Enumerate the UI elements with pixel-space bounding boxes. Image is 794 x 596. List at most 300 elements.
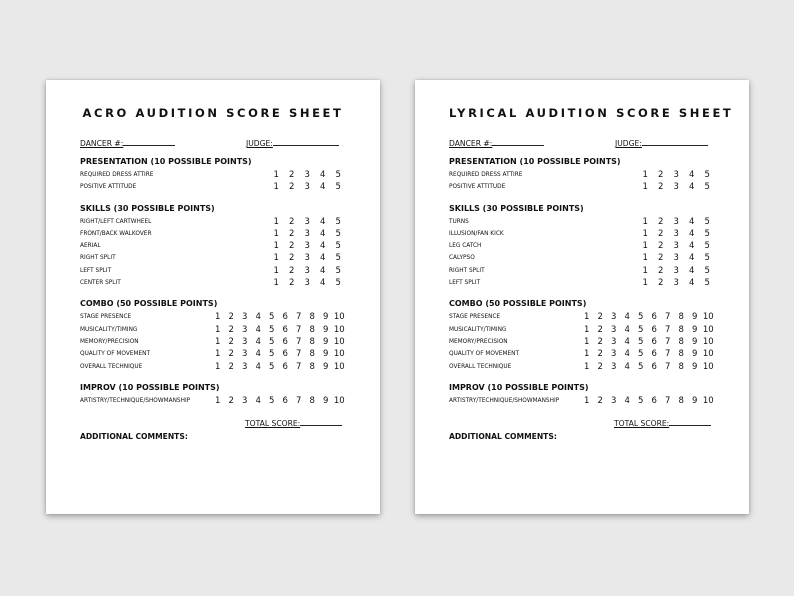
score-option[interactable]: 3	[673, 182, 679, 193]
score-option[interactable]: 3	[304, 182, 310, 193]
score-option[interactable]: 4	[689, 170, 695, 180]
score-row	[80, 396, 346, 408]
score-option[interactable]: 7	[296, 349, 302, 360]
score-option[interactable]: 2	[658, 241, 664, 252]
score-row	[80, 241, 346, 253]
score-option[interactable]: 5	[638, 336, 644, 347]
score-option[interactable]: 3	[673, 265, 679, 276]
score-option[interactable]: 1	[273, 182, 279, 193]
score-option[interactable]: 2	[289, 170, 295, 180]
score-scale	[211, 312, 346, 322]
score-option[interactable]: 6	[651, 395, 657, 406]
score-option[interactable]: 1	[584, 324, 590, 335]
score-option[interactable]: 9	[323, 349, 329, 360]
score-scale	[580, 362, 715, 372]
score-scale	[269, 253, 347, 263]
score-option[interactable]: 1	[642, 182, 648, 193]
score-option[interactable]: 1	[642, 253, 648, 264]
score-option[interactable]: 5	[638, 361, 644, 372]
judge-label: JUDGE:	[246, 139, 273, 148]
score-option[interactable]: 8	[309, 324, 315, 335]
score-option[interactable]: 4	[689, 216, 695, 227]
score-option[interactable]: 10	[702, 324, 714, 335]
score-option[interactable]: 4	[255, 336, 261, 347]
score-option[interactable]: 8	[678, 361, 684, 372]
score-option[interactable]: 3	[304, 265, 310, 276]
score-scale	[638, 229, 716, 239]
score-option[interactable]: 2	[597, 312, 603, 323]
score-option[interactable]: 7	[296, 312, 302, 323]
score-option[interactable]: 1	[642, 241, 648, 252]
score-option[interactable]: 2	[228, 324, 234, 335]
score-option[interactable]: 4	[320, 241, 326, 252]
score-option[interactable]: 6	[651, 361, 657, 372]
score-option[interactable]: 3	[242, 324, 248, 335]
score-option[interactable]: 5	[335, 241, 341, 252]
score-option[interactable]: 4	[689, 241, 695, 252]
score-option[interactable]: 4	[624, 395, 630, 406]
score-option[interactable]: 9	[692, 349, 698, 360]
score-scale	[638, 182, 716, 192]
score-option[interactable]: 2	[289, 216, 295, 227]
score-option[interactable]: 2	[658, 216, 664, 227]
score-option[interactable]: 5	[638, 312, 644, 323]
score-scale	[269, 266, 347, 276]
score-option[interactable]: 1	[215, 312, 221, 323]
score-option[interactable]: 5	[638, 395, 644, 406]
score-option[interactable]: 3	[611, 349, 617, 360]
score-option[interactable]: 5	[704, 265, 710, 276]
section-title: PRESENTATION (10 POSSIBLE POINTS)	[449, 157, 621, 166]
judge-blank[interactable]	[273, 137, 339, 146]
score-option[interactable]: 5	[704, 241, 710, 252]
criterion-label: RIGHT SPLIT	[80, 255, 116, 262]
score-row	[80, 253, 346, 265]
score-row	[80, 349, 346, 361]
score-option[interactable]: 3	[673, 216, 679, 227]
score-option[interactable]: 5	[704, 278, 710, 289]
score-option[interactable]: 6	[282, 312, 288, 323]
score-option[interactable]: 6	[282, 395, 288, 406]
score-option[interactable]: 2	[658, 182, 664, 193]
score-option[interactable]: 3	[304, 228, 310, 239]
score-option[interactable]: 4	[624, 324, 630, 335]
section-title: COMBO (50 POSSIBLE POINTS)	[80, 299, 218, 309]
score-option[interactable]: 6	[651, 312, 657, 323]
score-option[interactable]: 4	[689, 182, 695, 193]
score-option[interactable]: 8	[309, 395, 315, 406]
score-option[interactable]: 3	[242, 336, 248, 347]
score-option[interactable]: 1	[584, 349, 590, 360]
score-option[interactable]: 1	[273, 278, 279, 289]
score-option[interactable]: 5	[638, 349, 644, 360]
score-option[interactable]: 9	[323, 395, 329, 406]
score-scale	[211, 349, 346, 359]
sheet-title: ACRO AUDITION SCORE SHEET	[82, 106, 344, 120]
score-scale	[638, 170, 716, 180]
section-title: IMPROV (10 POSSIBLE POINTS)	[449, 382, 589, 392]
score-option[interactable]: 4	[320, 253, 326, 264]
score-option[interactable]: 7	[296, 361, 302, 372]
score-option[interactable]: 5	[269, 361, 275, 372]
score-option[interactable]: 9	[323, 324, 329, 335]
score-option[interactable]: 10	[702, 336, 714, 347]
score-option[interactable]: 2	[597, 336, 603, 347]
score-option[interactable]: 10	[702, 312, 714, 323]
criterion-label: POSITIVE ATTITUDE	[449, 184, 506, 191]
score-option[interactable]: 1	[273, 253, 279, 264]
score-row	[449, 312, 715, 324]
score-scale	[269, 278, 347, 288]
score-option[interactable]: 3	[242, 349, 248, 360]
lyrical-score-sheet	[415, 80, 749, 514]
score-option[interactable]: 5	[269, 336, 275, 347]
score-option[interactable]: 4	[255, 361, 261, 372]
criterion-label: MUSICALITY/TIMING	[449, 326, 507, 333]
score-scale	[638, 217, 716, 227]
score-option[interactable]: 8	[309, 336, 315, 347]
criterion-label: MEMORY/PRECISION	[449, 338, 508, 345]
score-option[interactable]: 2	[658, 228, 664, 239]
criterion-label: REQUIRED DRESS ATTIRE	[80, 172, 154, 178]
criterion-label: MUSICALITY/TIMING	[80, 326, 138, 333]
score-option[interactable]: 9	[692, 312, 698, 323]
total-field[interactable]	[245, 417, 342, 428]
dancer-field[interactable]	[80, 137, 175, 148]
score-option[interactable]: 6	[651, 349, 657, 360]
score-scale	[638, 266, 716, 276]
score-scale	[580, 325, 715, 335]
score-option[interactable]: 5	[335, 228, 341, 239]
score-option[interactable]: 2	[289, 278, 295, 289]
score-row	[80, 182, 346, 194]
total-score	[449, 417, 715, 431]
score-row	[449, 325, 715, 337]
score-option[interactable]: 1	[642, 170, 648, 180]
score-option[interactable]: 10	[702, 349, 714, 360]
score-option[interactable]: 9	[692, 361, 698, 372]
score-row	[449, 217, 715, 229]
score-option[interactable]: 2	[658, 253, 664, 264]
score-option[interactable]: 7	[665, 361, 671, 372]
score-option[interactable]: 9	[692, 395, 698, 406]
score-row	[80, 337, 346, 349]
score-option[interactable]: 4	[689, 228, 695, 239]
score-option[interactable]: 6	[282, 336, 288, 347]
score-option[interactable]: 10	[702, 361, 714, 372]
score-option[interactable]: 2	[597, 324, 603, 335]
score-option[interactable]: 10	[333, 336, 345, 347]
score-option[interactable]: 1	[273, 216, 279, 227]
score-option[interactable]: 3	[673, 278, 679, 289]
score-option[interactable]: 6	[282, 361, 288, 372]
dancer-label: DANCER #:	[80, 139, 124, 148]
criterion-label: ILLUSION/FAN KICK	[449, 230, 504, 237]
score-option[interactable]: 4	[320, 228, 326, 239]
score-option[interactable]: 2	[658, 265, 664, 276]
score-scale	[211, 337, 346, 347]
score-option[interactable]: 5	[335, 253, 341, 264]
score-option[interactable]: 4	[255, 312, 261, 323]
dancer-blank[interactable]	[492, 137, 544, 146]
score-option[interactable]: 6	[282, 349, 288, 360]
criterion-label: ARTISTRY/TECHNIQUE/SHOWMANSHIP	[449, 397, 560, 404]
score-sections	[80, 157, 346, 408]
score-option[interactable]: 1	[215, 336, 221, 347]
score-option[interactable]: 2	[289, 228, 295, 239]
dancer-blank[interactable]	[123, 137, 175, 146]
score-option[interactable]: 3	[611, 324, 617, 335]
score-option[interactable]: 8	[309, 361, 315, 372]
score-option[interactable]: 10	[333, 349, 345, 360]
score-option[interactable]: 5	[269, 312, 275, 323]
score-option[interactable]: 8	[678, 349, 684, 360]
criterion-label: QUALITY OF MOVEMENT	[80, 351, 151, 358]
score-option[interactable]: 3	[304, 253, 310, 264]
score-option[interactable]: 1	[273, 170, 279, 180]
score-option[interactable]: 5	[269, 395, 275, 406]
additional-comments-label: ADDITIONAL COMMENTS:	[449, 432, 557, 442]
score-option[interactable]: 1	[215, 324, 221, 335]
score-row	[449, 266, 715, 278]
criterion-label: ARTISTRY/TECHNIQUE/SHOWMANSHIP	[80, 397, 191, 404]
score-option[interactable]: 3	[242, 361, 248, 372]
score-option[interactable]: 4	[689, 265, 695, 276]
score-option[interactable]: 5	[704, 228, 710, 239]
score-option[interactable]: 1	[584, 336, 590, 347]
score-option[interactable]: 4	[320, 182, 326, 193]
score-option[interactable]: 4	[255, 395, 261, 406]
score-option[interactable]: 2	[228, 336, 234, 347]
score-option[interactable]: 4	[624, 349, 630, 360]
score-option[interactable]: 5	[704, 170, 710, 180]
score-option[interactable]: 1	[642, 278, 648, 289]
score-option[interactable]: 5	[335, 170, 341, 180]
sheet-title: LYRICAL AUDITION SCORE SHEET	[449, 106, 734, 120]
score-option[interactable]: 8	[309, 312, 315, 323]
score-option[interactable]: 7	[665, 349, 671, 360]
score-option[interactable]: 7	[665, 312, 671, 323]
score-scale	[638, 278, 716, 288]
score-scale	[269, 217, 347, 227]
score-option[interactable]: 1	[642, 265, 648, 276]
score-option[interactable]: 5	[335, 182, 341, 193]
judge-field[interactable]	[615, 137, 708, 148]
section-title: SKILLS (30 POSSIBLE POINTS)	[80, 203, 215, 213]
score-option[interactable]: 7	[296, 395, 302, 406]
score-option[interactable]: 4	[624, 312, 630, 323]
score-option[interactable]: 5	[704, 182, 710, 193]
criterion-label: LEFT SPLIT	[449, 280, 481, 287]
score-option[interactable]: 3	[304, 216, 310, 227]
score-row	[449, 253, 715, 265]
total-label: TOTAL SCORE:	[245, 419, 301, 429]
score-option[interactable]: 7	[665, 336, 671, 347]
score-option[interactable]: 5	[269, 324, 275, 335]
dancer-field[interactable]	[449, 137, 544, 148]
score-option[interactable]: 1	[215, 361, 221, 372]
total-blank[interactable]	[669, 417, 711, 426]
score-option[interactable]: 1	[642, 228, 648, 239]
score-option[interactable]: 2	[658, 278, 664, 289]
score-option[interactable]: 2	[597, 361, 603, 372]
score-option[interactable]: 5	[704, 253, 710, 264]
score-option[interactable]: 8	[678, 395, 684, 406]
score-option[interactable]: 3	[673, 228, 679, 239]
total-blank[interactable]	[300, 417, 342, 426]
score-option[interactable]: 8	[678, 324, 684, 335]
criterion-label: CENTER SPLIT	[80, 280, 121, 287]
score-option[interactable]: 9	[323, 312, 329, 323]
score-option[interactable]: 4	[624, 336, 630, 347]
score-option[interactable]: 4	[689, 253, 695, 264]
score-option[interactable]: 8	[678, 312, 684, 323]
acro-score-sheet	[46, 80, 380, 514]
score-option[interactable]: 3	[242, 312, 248, 323]
score-option[interactable]: 1	[273, 265, 279, 276]
score-option[interactable]: 3	[304, 278, 310, 289]
score-option[interactable]: 7	[296, 336, 302, 347]
score-row	[449, 229, 715, 241]
score-option[interactable]: 10	[333, 395, 345, 406]
score-option[interactable]: 4	[320, 170, 326, 180]
score-option[interactable]: 9	[323, 361, 329, 372]
score-option[interactable]: 6	[651, 324, 657, 335]
total-label: TOTAL SCORE:	[614, 419, 670, 429]
score-row	[449, 362, 715, 374]
score-row	[80, 312, 346, 324]
criterion-label: TURNS	[449, 218, 469, 225]
section-title: PRESENTATION (10 POSSIBLE POINTS)	[80, 157, 252, 166]
score-option[interactable]: 4	[320, 216, 326, 227]
score-option[interactable]: 1	[273, 241, 279, 252]
criterion-label: OVERALL TECHNIQUE	[80, 363, 143, 370]
score-option[interactable]: 10	[702, 395, 714, 406]
section-title: SKILLS (30 POSSIBLE POINTS)	[449, 203, 584, 213]
score-option[interactable]: 4	[320, 278, 326, 289]
score-row	[80, 170, 346, 182]
score-option[interactable]: 4	[320, 265, 326, 276]
judge-field[interactable]	[246, 137, 339, 148]
score-option[interactable]: 4	[255, 349, 261, 360]
score-option[interactable]: 2	[228, 312, 234, 323]
judge-label: JUDGE:	[615, 139, 642, 148]
score-option[interactable]: 6	[282, 324, 288, 335]
score-option[interactable]: 1	[215, 395, 221, 406]
score-option[interactable]: 3	[242, 395, 248, 406]
score-option[interactable]: 2	[289, 253, 295, 264]
score-option[interactable]: 4	[255, 324, 261, 335]
score-scale	[211, 396, 346, 406]
criterion-label: OVERALL TECHNIQUE	[449, 363, 512, 370]
score-option[interactable]: 9	[692, 336, 698, 347]
score-option[interactable]: 4	[689, 278, 695, 289]
score-option[interactable]: 5	[335, 265, 341, 276]
criterion-label: POSITIVE ATTITUDE	[80, 184, 137, 191]
criterion-label: FRONT/BACK WALKOVER	[80, 230, 152, 237]
score-option[interactable]: 3	[304, 241, 310, 252]
score-option[interactable]: 3	[673, 253, 679, 264]
criterion-label: MEMORY/PRECISION	[80, 338, 139, 345]
score-option[interactable]: 3	[673, 241, 679, 252]
score-option[interactable]: 2	[228, 349, 234, 360]
score-option[interactable]: 3	[611, 395, 617, 406]
score-option[interactable]: 2	[289, 182, 295, 193]
sheet-meta	[449, 137, 715, 151]
score-scale	[580, 312, 715, 322]
score-option[interactable]: 3	[673, 170, 679, 180]
score-row	[449, 170, 715, 182]
score-option[interactable]: 5	[335, 278, 341, 289]
score-row	[449, 278, 715, 290]
score-option[interactable]: 2	[228, 361, 234, 372]
score-option[interactable]: 7	[665, 324, 671, 335]
score-row	[80, 229, 346, 241]
score-option[interactable]: 5	[269, 349, 275, 360]
score-option[interactable]: 3	[304, 170, 310, 180]
score-option[interactable]: 8	[678, 336, 684, 347]
dancer-label: DANCER #:	[449, 139, 493, 148]
score-option[interactable]: 9	[323, 336, 329, 347]
section-title: COMBO (50 POSSIBLE POINTS)	[449, 299, 587, 309]
score-option[interactable]: 8	[309, 349, 315, 360]
score-option[interactable]: 1	[584, 312, 590, 323]
score-option[interactable]: 10	[333, 324, 345, 335]
score-option[interactable]: 2	[228, 395, 234, 406]
score-option[interactable]: 5	[704, 216, 710, 227]
score-row	[449, 349, 715, 361]
score-option[interactable]: 1	[642, 216, 648, 227]
score-option[interactable]: 2	[658, 170, 664, 180]
score-option[interactable]: 3	[611, 336, 617, 347]
score-row	[80, 266, 346, 278]
score-option[interactable]: 2	[597, 349, 603, 360]
score-option[interactable]: 5	[335, 216, 341, 227]
score-option[interactable]: 6	[651, 336, 657, 347]
score-scale	[211, 325, 346, 335]
score-scale	[638, 241, 716, 251]
score-option[interactable]: 1	[584, 361, 590, 372]
score-row	[80, 362, 346, 374]
section-title: IMPROV (10 POSSIBLE POINTS)	[80, 382, 220, 392]
score-row	[449, 182, 715, 194]
score-option[interactable]: 1	[273, 228, 279, 239]
total-field[interactable]	[614, 417, 711, 428]
score-option[interactable]: 10	[333, 361, 345, 372]
score-option[interactable]: 7	[665, 395, 671, 406]
score-scale	[269, 241, 347, 251]
score-option[interactable]: 7	[296, 324, 302, 335]
score-option[interactable]: 2	[289, 265, 295, 276]
score-option[interactable]: 1	[584, 395, 590, 406]
score-sections	[449, 157, 715, 408]
judge-blank[interactable]	[642, 137, 708, 146]
score-option[interactable]: 5	[638, 324, 644, 335]
score-option[interactable]: 3	[611, 312, 617, 323]
score-option[interactable]: 9	[692, 324, 698, 335]
score-option[interactable]: 2	[597, 395, 603, 406]
score-row	[449, 241, 715, 253]
score-option[interactable]: 1	[215, 349, 221, 360]
criterion-label: REQUIRED DRESS ATTIRE	[449, 172, 523, 178]
score-option[interactable]: 10	[333, 312, 345, 323]
score-option[interactable]: 2	[289, 241, 295, 252]
score-option[interactable]: 4	[624, 361, 630, 372]
additional-comments-label: ADDITIONAL COMMENTS:	[80, 432, 188, 442]
score-scale	[211, 362, 346, 372]
score-option[interactable]: 3	[611, 361, 617, 372]
score-scale	[269, 229, 347, 239]
